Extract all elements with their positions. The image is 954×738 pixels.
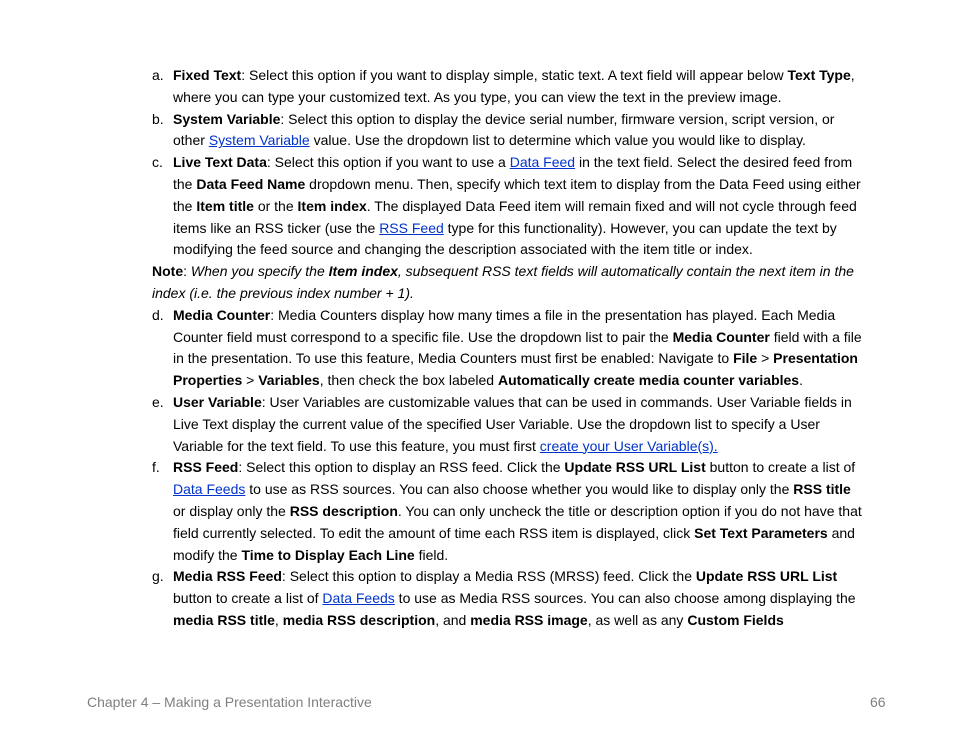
- bold-term: Media Counter: [672, 328, 770, 345]
- body-text: >: [757, 350, 774, 367]
- bold-term: Update RSS URL List: [695, 568, 838, 585]
- list-marker: c.: [152, 154, 163, 171]
- body-text: : User Variables are customizable values that can be used in commands. User Variable fields in Live Text display the current value of the specified User Variable. Use the dropdown list to specify a User Variable for the text field. To use this feature, you must first: [173, 393, 852, 454]
- body-text: type for this functionality). However, you can update the text by modifying the feed source and changing the description associated with the item title or index.: [173, 219, 837, 258]
- body-text: ,: [274, 611, 283, 628]
- bold-term: Presentation Properties: [173, 350, 858, 389]
- bold-term: Automatically create media counter variables: [497, 372, 800, 389]
- list-item: [152, 457, 867, 566]
- bold-term: Media RSS Feed: [173, 568, 282, 585]
- list-item: [152, 65, 867, 109]
- bold-term: RSS Feed: [173, 459, 239, 476]
- bold-term: media RSS title: [173, 611, 275, 628]
- hyperlink[interactable]: Data Feeds: [173, 481, 246, 498]
- body-text: , as well as any: [587, 611, 688, 628]
- body-text: . The displayed Data Feed item will remain fixed and will not cycle through feed items like an RSS ticker (use the: [173, 197, 857, 236]
- body-text: button to create a list of: [173, 590, 323, 607]
- bold-term: Update RSS URL List: [564, 459, 706, 476]
- list-marker: b.: [152, 110, 164, 127]
- note-bold-term: Item index: [328, 263, 398, 280]
- body-text: . You can only uncheck the title or description option if you do not have that field currently selected. To edit the amount of time each RSS item is displayed, click: [173, 502, 862, 541]
- body-text: and modify the: [173, 524, 855, 563]
- body-text: : Select this option if you want to display simple, static text. A text field will appear below: [241, 67, 788, 83]
- bold-term: RSS description: [289, 502, 398, 519]
- bold-term: Set Text Parameters: [694, 524, 828, 541]
- body-text: value. Use the dropdown list to determine which value you would like to display.: [309, 132, 806, 149]
- bold-term: Note: [152, 263, 184, 280]
- bold-term: media RSS description: [282, 611, 436, 628]
- list-marker: f.: [152, 459, 160, 476]
- body-text: or the: [253, 197, 298, 214]
- body-text: field with a file in the presentation. To use this feature, Media Counters must first be enabled: Navigate to: [173, 328, 862, 367]
- body-text: button to create a list of: [705, 459, 856, 476]
- bold-term: Fixed Text: [173, 67, 242, 83]
- hyperlink[interactable]: Data Feeds: [322, 590, 395, 607]
- note-text: , subsequent RSS text fields will automatically contain the next item in the index (i.e. the previous index number + 1).: [152, 263, 854, 301]
- bold-term: Variables: [258, 372, 320, 389]
- note-paragraph: [152, 261, 867, 305]
- body-text: : Select this option to display an RSS feed. Click the: [238, 459, 565, 476]
- list-item: [152, 566, 867, 631]
- bold-term: Custom Fields: [687, 611, 784, 628]
- bold-term: RSS title: [793, 481, 851, 498]
- note-text: When you specify the: [190, 263, 329, 280]
- body-text: .: [799, 372, 803, 389]
- footer-page-number: 66: [870, 694, 886, 710]
- bold-term: Time to Display Each Line: [241, 546, 415, 563]
- bold-term: User Variable: [173, 393, 262, 410]
- bold-term: Item index: [297, 197, 367, 214]
- body-text: : Select this option to display a Media RSS (MRSS) feed. Click the: [281, 568, 696, 585]
- footer-chapter-title: Chapter 4 – Making a Presentation Interactive: [87, 694, 372, 710]
- hyperlink[interactable]: create your User Variable(s).: [539, 437, 718, 454]
- list-item: [152, 392, 867, 457]
- hyperlink[interactable]: RSS Feed: [379, 219, 444, 236]
- bold-term: Live Text Data: [173, 154, 267, 171]
- body-text: : Media Counters display how many times a file in the presentation has played. Each Media Counter field must correspond to a specific file. Use the dropdown list to pair the: [173, 306, 836, 345]
- body-text: to use as RSS sources. You can also choose whether you would like to display only the: [245, 481, 794, 498]
- body-text: , and: [435, 611, 471, 628]
- document-body: [152, 65, 867, 632]
- list-item: [152, 109, 867, 153]
- body-text: : Select this option if you want to use a: [266, 154, 510, 171]
- list-marker: e.: [152, 393, 164, 410]
- bold-term: Media Counter: [173, 306, 271, 323]
- bold-term: System Variable: [173, 110, 281, 127]
- body-text: , where you can type your customized text. As you type, you can view the text in the preview image.: [173, 67, 855, 105]
- list-marker: g.: [152, 568, 164, 585]
- body-text: >: [242, 372, 259, 389]
- body-text: to use as Media RSS sources. You can also choose among displaying the: [394, 590, 856, 607]
- list-marker: a.: [152, 67, 164, 83]
- body-text: : Select this option to display the device serial number, firmware version, script version, or other: [173, 110, 835, 149]
- list-marker: d.: [152, 306, 164, 323]
- body-text: , then check the box labeled: [319, 372, 498, 389]
- bold-term: Item title: [196, 197, 254, 214]
- body-text: dropdown menu. Then, specify which text item to display from the Data Feed using either the: [173, 175, 861, 214]
- bold-term: Data Feed Name: [196, 175, 306, 192]
- bold-term: media RSS image: [470, 611, 588, 628]
- body-text: in the text field. Select the desired feed from the: [173, 154, 853, 192]
- list-item: [152, 305, 867, 392]
- list-item: [152, 152, 867, 261]
- bold-term: File: [733, 350, 758, 367]
- body-text: field.: [414, 546, 449, 563]
- hyperlink[interactable]: System Variable: [208, 132, 310, 149]
- body-text: :: [183, 263, 191, 280]
- hyperlink[interactable]: Data Feed: [509, 154, 576, 171]
- bold-term: Text Type: [787, 67, 851, 83]
- body-text: or display only the: [173, 502, 290, 519]
